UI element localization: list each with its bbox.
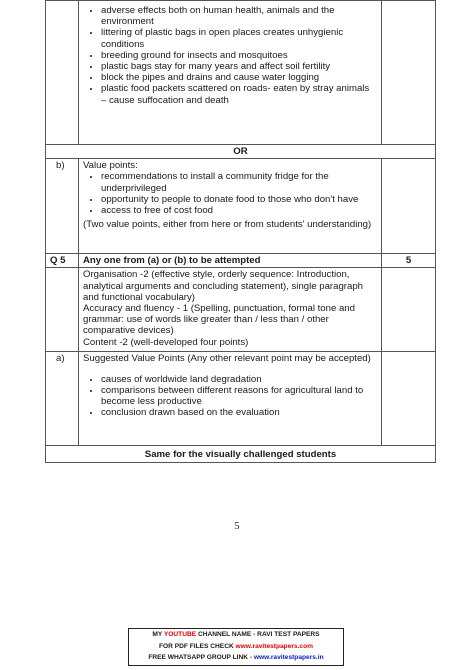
marks-cell [382,1,436,145]
list-item: • conclusion drawn based on the evaluation [101,407,377,418]
table-row [46,145,436,159]
list-item: • access to free of cost food [101,205,377,216]
question-instruction: Any one from (a) or (b) to be attempted [79,254,382,268]
list-item: • comparisons between different reasons for agricultural land to become less productive [101,385,377,407]
content-cell [79,268,382,352]
footer-text: MY [152,631,164,638]
list-item: • recommendations to install a community fridge for the underprivileged [101,171,377,193]
section-heading: Suggested Value Points (Any other relevant point may be accepted) [83,353,371,365]
footer-line-2 [129,641,343,653]
visually-challenged-note: Same for the visually challenged students [46,446,436,462]
list-item: • opportunity to people to donate food to those who don't have [101,194,377,205]
table-row [46,159,436,254]
footer-text: FOR PDF FILES CHECK [158,642,236,650]
bullet-list [83,171,377,216]
table-row [46,446,436,462]
footer-text: FREE WHATSAPP GROUP LINK - [148,654,254,662]
marks-cell [382,268,436,352]
list-item: • plastic food packets scattered on roads- eaten by stray animals – cause suffocation and death [101,83,377,105]
footer-line-3 [129,652,343,664]
table-row [46,1,436,145]
criteria-organisation: Organisation -2 (effective style, orderly sequence: Introduction, analytical arguments and concluding statement), single paragraph and functional vocabulary) [83,269,363,303]
bullet-list [83,5,377,106]
list-item: • adverse effects both on human health, animals and the environment [101,5,377,27]
marks-cell [382,159,436,254]
content-cell [79,352,382,446]
footer-text: CHANNEL NAME - RAVI TEST PAPERS [196,631,320,638]
bullet-list [83,374,377,419]
list-item: • plastic bags stay for many years and affect soil fertility [101,61,377,72]
label-cell [46,1,79,145]
list-item: • causes of worldwide land degradation [101,374,377,385]
label-cell [46,268,79,352]
page-number: 5 [234,521,240,532]
list-item: • littering of plastic bags in open places creates unhygienic conditions [101,27,377,49]
table-row [46,352,436,446]
footer-line-1 [129,629,343,641]
list-item: • block the pipes and drains and cause water logging [101,72,377,83]
marks-value: 5 [382,254,436,268]
content-cell [79,159,382,254]
marking-scheme-table [45,0,436,463]
marks-cell [382,352,436,446]
question-label: a) [46,352,79,446]
question-label: b) [46,159,79,254]
or-divider: OR [46,145,436,159]
criteria-accuracy: Accuracy and fluency - 1 (Spelling, punctuation, formal tone and grammar: use of words like greater than / less than / other comparative devices) [83,303,355,337]
note-text: (Two value points, either from here or from students' understanding) [83,219,372,231]
list-item: • breeding ground for insects and mosquitoes [101,50,377,61]
whatsapp-link[interactable]: www.ravitestpapers.in [253,654,324,662]
website-link[interactable]: www.ravitestpapers.com [235,642,313,650]
criteria-content: Content -2 (well-developed four points) [83,336,249,348]
promo-footer-box [128,628,344,666]
table-row [46,254,436,268]
youtube-text: YOUTUBE [163,631,197,638]
table-row [46,268,436,352]
content-cell [79,1,382,145]
question-number: Q 5 [46,254,79,268]
section-heading: Value points: [83,160,138,172]
